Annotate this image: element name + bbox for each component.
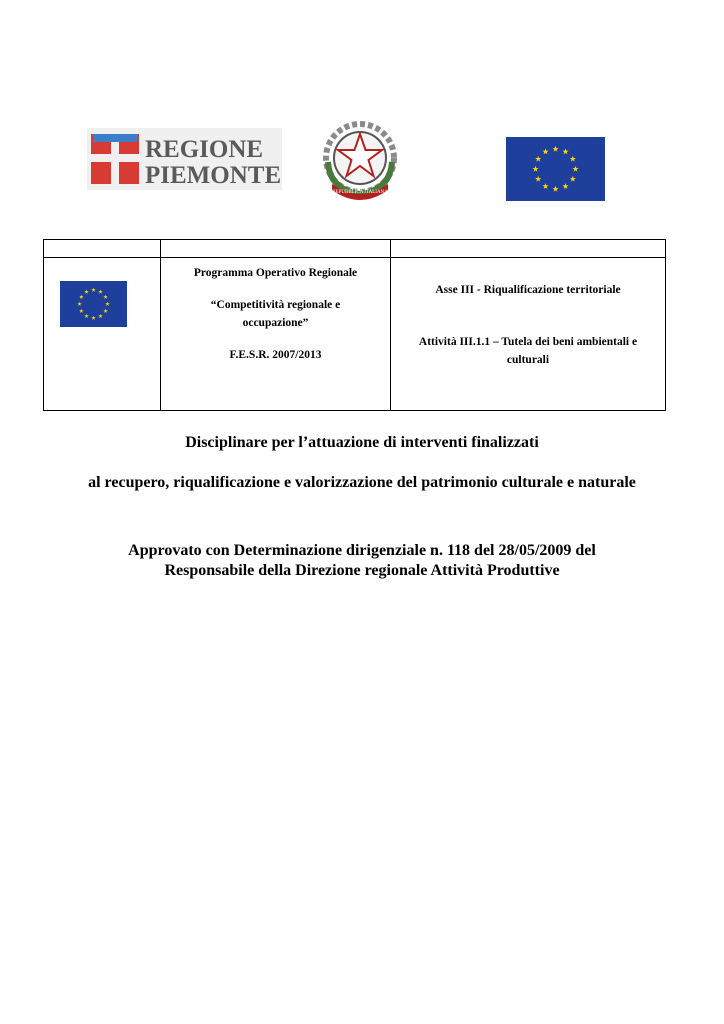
approval-notice [0,541,724,581]
approval-line2: Responsabile della Direzione regionale Attività Produttive [164,562,560,579]
regione-piemonte-logo [87,128,282,190]
italian-republic-emblem [318,120,402,202]
regione-logo-line1: REGIONE [145,136,264,163]
program-subtitle-line2: occupazione” [242,317,309,329]
document-title-line1: Disciplinare per l’attuazione di interventi finalizzati [185,434,539,451]
program-info-table [43,239,666,411]
axis-label: Asse III - Riqualificazione territoriale [435,284,621,296]
regione-logo-line2: PIEMONTE [145,162,282,189]
eu-flag-icon [60,281,127,327]
activity-line2: culturali [506,354,550,366]
activity-line1: Attività III.1.1 – Tutela dei beni ambientali e [418,336,638,348]
eu-flag-icon [506,137,605,201]
program-cell [161,258,391,411]
approval-line1: Approvato con Determinazione dirigenziale n. 118 del 28/05/2009 del [128,542,596,559]
emblem-ribbon-text: REPUBBLICA ITALIANA [332,190,388,195]
program-subtitle-line1: “Competitività regionale e [210,299,341,311]
fund-label: F.E.S.R. 2007/2013 [229,349,322,361]
document-title-line2: al recupero, riqualificazione e valorizzazione del patrimonio culturale e naturale [88,474,636,491]
program-title: Programma Operativo Regionale [193,267,358,279]
axis-cell [391,258,666,411]
eu-flag-cell [44,258,161,411]
